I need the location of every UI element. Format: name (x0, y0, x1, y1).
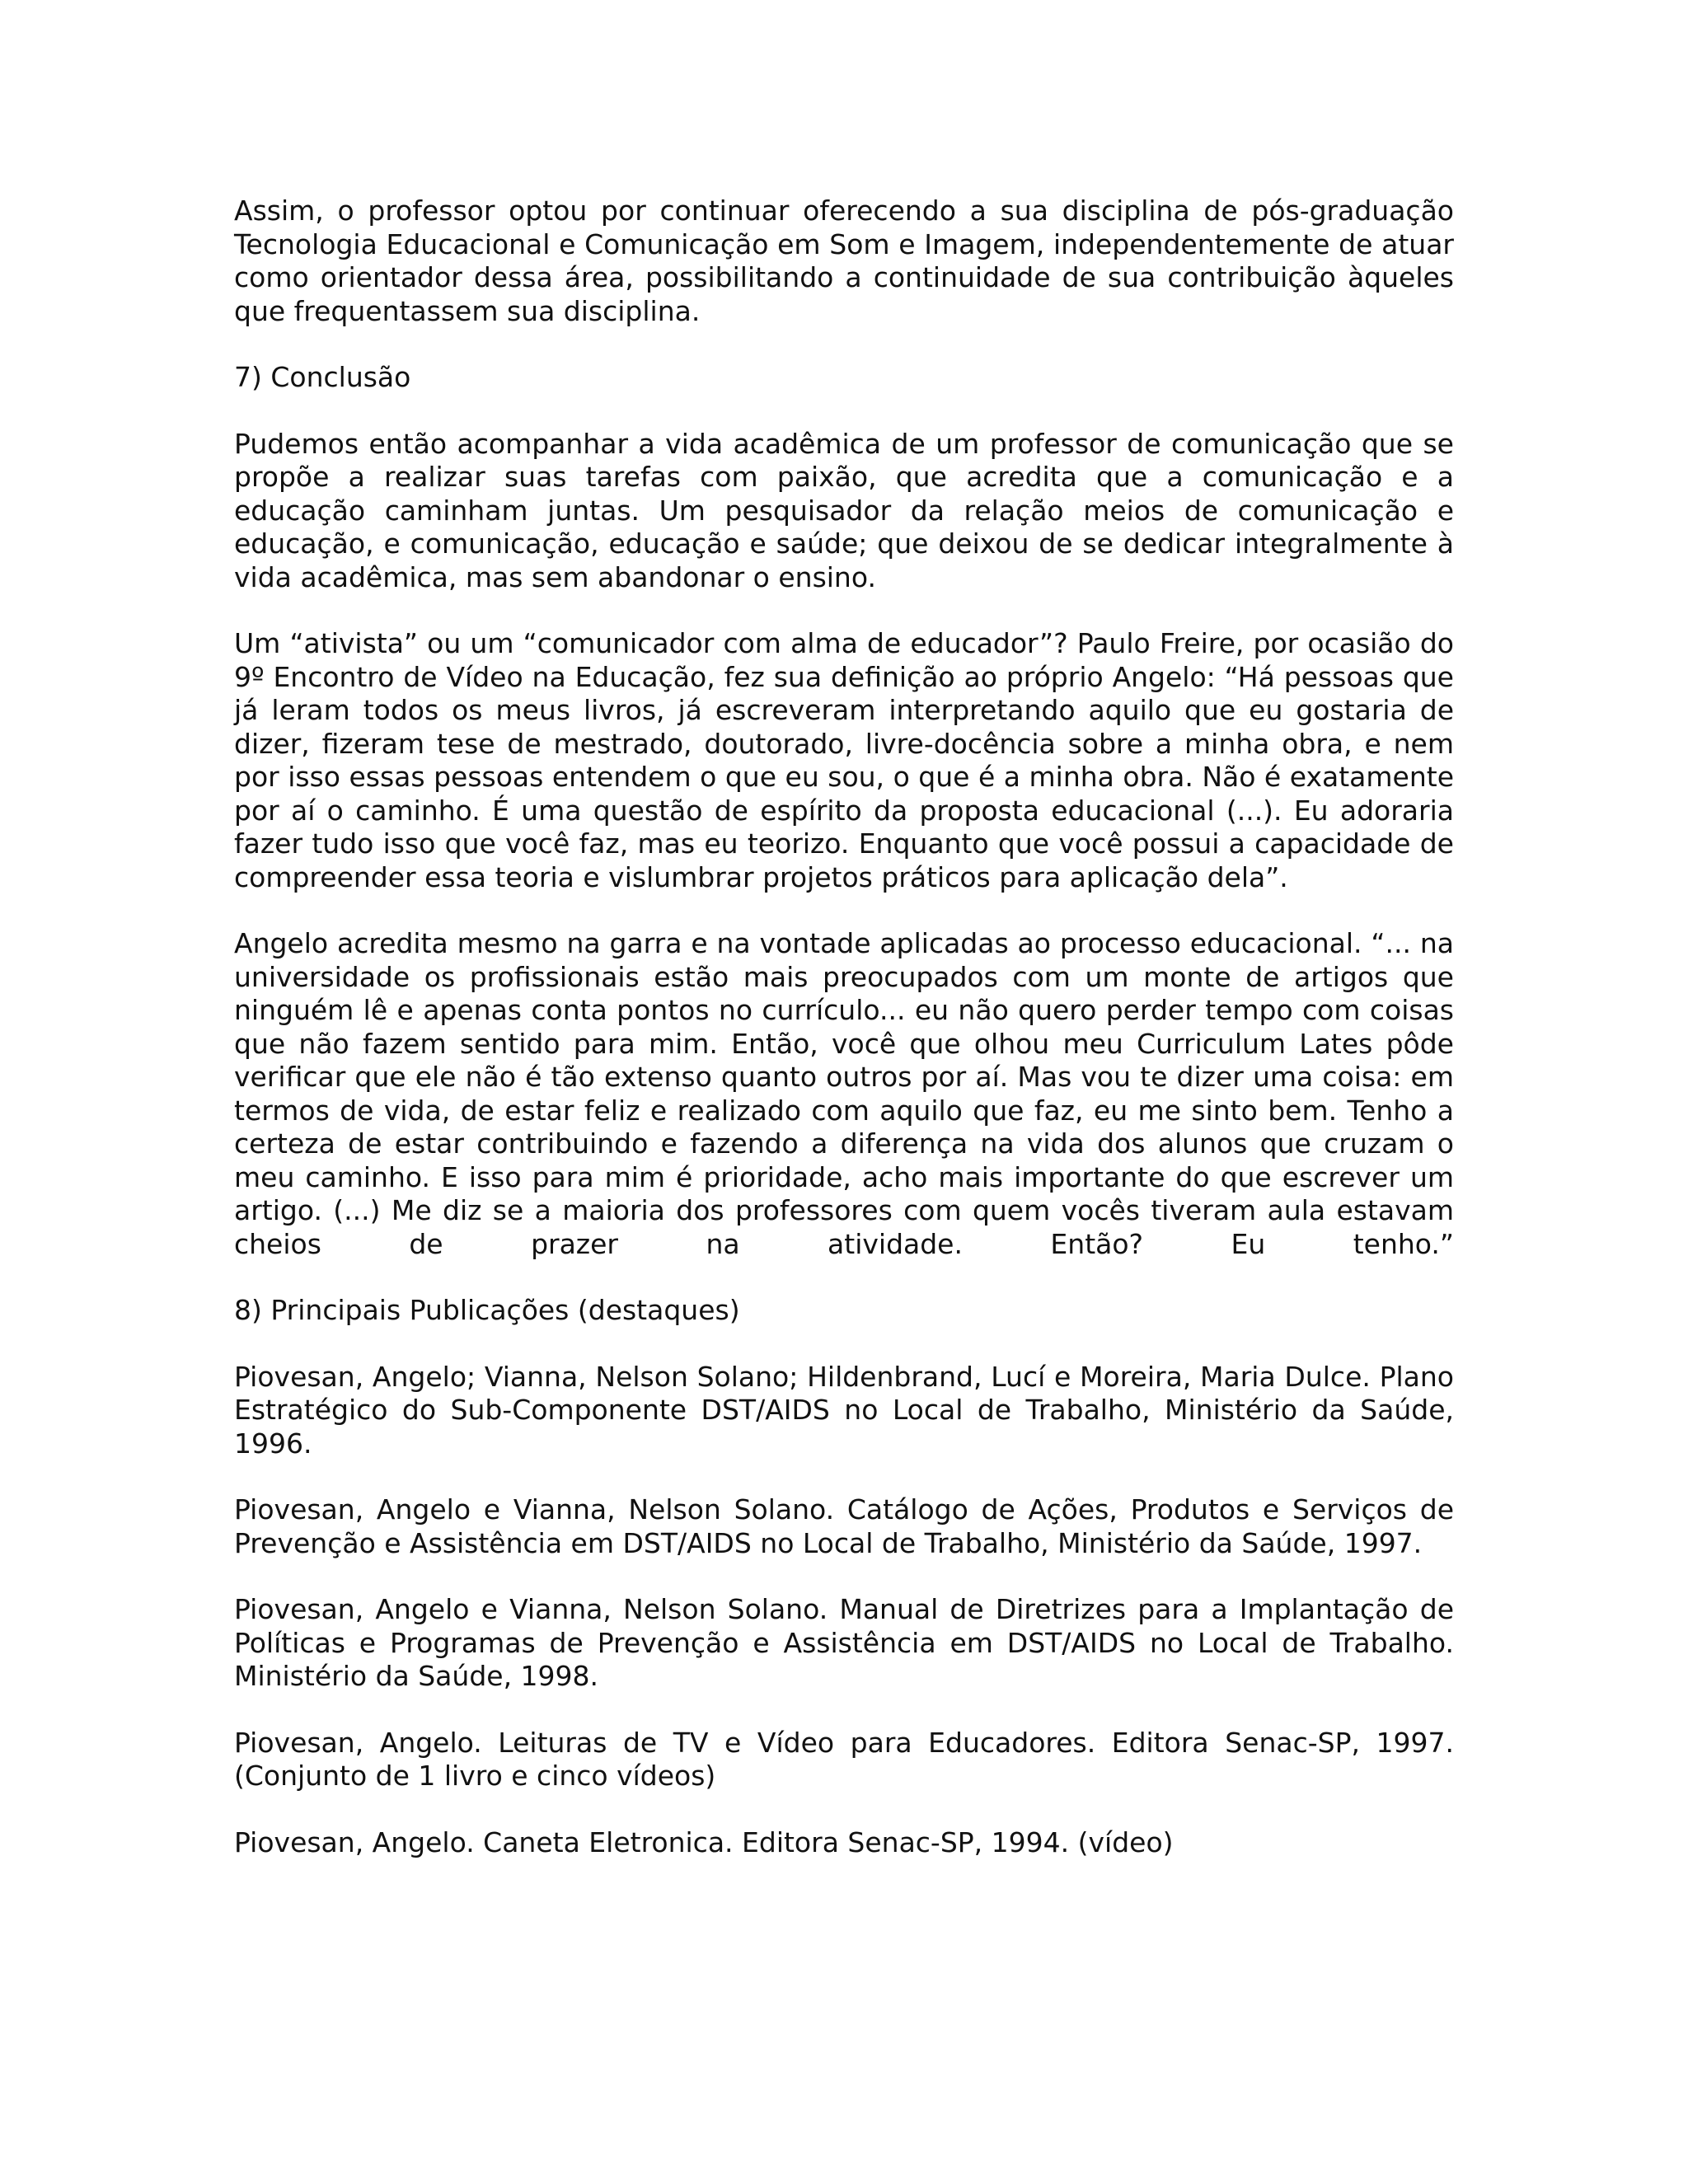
conclusion-heading: 7) Conclusão (234, 361, 411, 393)
conclusion-paragraph-3: Angelo acredita mesmo na garra e na vontade aplicadas ao processo educacional. “... na universidade os profissionais estão mais preocupados com um monte de artigos que ninguém lê e apenas conta pontos no currículo... eu não quero perder tempo com coisas que não fazem sentido para mim. Então, você que olhou meu Curriculum Lates pôde verificar que ele não é tão extenso quanto outros por aí. Mas vou te dizer uma coisa: em termos de vida, de estar feliz e realizado com aquilo que faz, eu me sinto bem. Tenho a certeza de estar contribuindo e fazendo a diferença na vida dos alunos que cruzam o meu caminho. E isso para mim é prioridade, acho mais importante do que escrever um artigo. (...) Me diz se a maioria dos professores com quem vocês tiveram aula estavam cheios de prazer na atividade. Então? Eu tenho.” (234, 927, 1454, 1260)
publication-item: Piovesan, Angelo. Leituras de TV e Vídeo para Educadores. Editora Senac-SP, 1997. (Conjunto de 1 livro e cinco vídeos) (234, 1726, 1454, 1792)
conclusion-paragraph-2: Um “ativista” ou um “comunicador com alma de educador”? Paulo Freire, por ocasião do 9º Encontro de Vídeo na Educação, fez sua definição ao próprio Angelo: “Há pessoas que já leram todos os meus livros, já escreveram interpretando aquilo que eu gostaria de dizer, fizeram tese de mestrado, doutorado, livre-docência sobre a minha obra, e nem por isso essas pessoas entendem o que eu sou, o que é a minha obra. Não é exatamente por aí o caminho. É uma questão de espírito da proposta educacional (...). Eu adoraria fazer tudo isso que você faz, mas eu teorizo. Enquanto que você possui a capacidade de compreender essa teoria e vislumbrar projetos práticos para aplicação dela”. (234, 627, 1454, 893)
publication-item: Piovesan, Angelo e Vianna, Nelson Solano. Manual de Diretrizes para a Implantação de Políticas e Programas de Prevenção e Assistência em DST/AIDS no Local de Trabalho. Ministério da Saúde, 1998. (234, 1593, 1454, 1692)
conclusion-paragraph-1: Pudemos então acompanhar a vida acadêmica de um professor de comunicação que se propõe a realizar suas tarefas com paixão, que acredita que a comunicação e a educação caminham juntas. Um pesquisador da relação meios de comunicação e educação, e comunicação, educação e saúde; que deixou de se dedicar integralmente à vida acadêmica, mas sem abandonar o ensino. (234, 427, 1454, 593)
document-page (234, 194, 1454, 1892)
publication-item: Piovesan, Angelo. Caneta Eletronica. Editora Senac-SP, 1994. (vídeo) (234, 1825, 1174, 1858)
intro-paragraph: Assim, o professor optou por continuar oferecendo a sua disciplina de pós-graduação Tecnologia Educacional e Comunicação em Som e Imagem, independentemente de atuar como orientador dessa área, possibilitando a continuidade de sua contribuição àqueles que frequentassem sua disciplina. (234, 194, 1454, 327)
publication-item: Piovesan, Angelo e Vianna, Nelson Solano. Catálogo de Ações, Produtos e Serviços de Prevenção e Assistência em DST/AIDS no Local de Trabalho, Ministério da Saúde, 1997. (234, 1493, 1454, 1559)
publications-heading: 8) Principais Publicações (destaques) (234, 1294, 740, 1326)
publication-item: Piovesan, Angelo; Vianna, Nelson Solano; Hildenbrand, Lucí e Moreira, Maria Dulce. Plano Estratégico do Sub-Componente DST/AIDS no Local de Trabalho, Ministério da Saúde, 1996. (234, 1360, 1454, 1460)
